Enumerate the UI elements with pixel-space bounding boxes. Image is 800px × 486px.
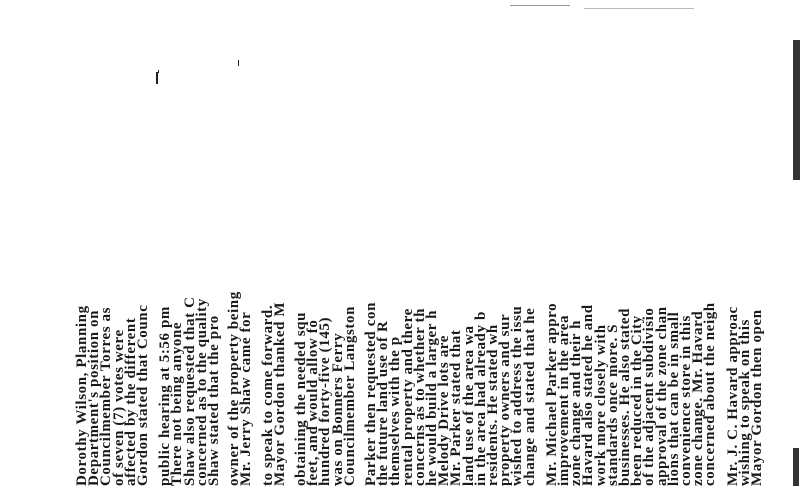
text-line: themselves with the p xyxy=(387,336,404,486)
text-line: Havard also stated he and xyxy=(580,304,597,486)
text-line: concerns as to whether th xyxy=(411,307,428,486)
text-line: Department's position on xyxy=(86,309,103,486)
text-line: Melody Drive lots are xyxy=(436,334,453,486)
text-line: standards once more. S xyxy=(604,323,621,486)
text-line: work more closely with xyxy=(592,324,609,486)
text-line: zone change and their h xyxy=(568,319,585,486)
scan-speck xyxy=(584,8,694,9)
text-line: approval of the zone chan xyxy=(653,306,670,486)
text-line: improvement in the area xyxy=(556,314,572,486)
text-line: concerned about the neigh xyxy=(702,302,719,486)
scan-speck xyxy=(156,72,158,84)
text-line: Mayor Gordon thanked M xyxy=(271,301,288,486)
text-line: wishing to speak on this xyxy=(736,319,753,486)
text-line: Shaw also requested that C xyxy=(181,296,198,486)
text-line: convenience store in this xyxy=(678,315,694,486)
text-line: obtaining the needed squ xyxy=(293,311,309,486)
scan-speck xyxy=(238,60,239,66)
text-line: Mr. Jerry Shaw came for xyxy=(238,311,255,486)
text-line: affected by the different xyxy=(122,317,139,486)
text-line: hundred forty-five (145) xyxy=(317,316,334,486)
text-line: Mr. Michael Parker appro xyxy=(543,302,560,486)
text-line: Gordon stated that Counc xyxy=(135,304,151,486)
text-line: Mayor Gordon then open xyxy=(749,309,765,486)
text-line: residents. He stated wh xyxy=(485,324,501,486)
text-line: rental property and there xyxy=(399,308,416,486)
text-line: Dorothy Wilson, Planning xyxy=(74,305,90,486)
text-line: land use of the area wa xyxy=(460,325,477,486)
text-line: Mr. Parker stated that xyxy=(448,329,465,486)
text-line: to speak to come forward. xyxy=(259,304,276,486)
text-line: Parker then requested con xyxy=(363,301,379,486)
text-line: in the area had already b xyxy=(472,311,489,486)
text-line: owner of the property being xyxy=(226,291,243,486)
text-line: concerned as to the quality xyxy=(193,298,210,486)
text-line: he would build a larger h xyxy=(424,309,440,486)
text-line: Councilmember Torres as xyxy=(98,306,115,486)
text-line: of the adjacent subdivisio xyxy=(641,307,658,486)
scan-speck xyxy=(510,5,570,6)
text-line: Councilmember Langston xyxy=(341,305,358,486)
text-line: wished to address the issu xyxy=(509,305,526,486)
text-line: Mr. J. C. Havard approac xyxy=(724,306,741,486)
text-line: of seven (7) votes were xyxy=(110,329,127,486)
text-line: There not being anyone xyxy=(169,321,186,486)
text-line: was on Bonners Ferry xyxy=(329,332,346,486)
rotated-text-block xyxy=(75,0,795,486)
text-line: feet, and would allow fo xyxy=(305,319,322,486)
scan-speck xyxy=(793,40,800,180)
text-line: public hearing at 5:56 pm xyxy=(157,305,174,486)
text-line: property owners and sur xyxy=(497,313,514,486)
text-line: been reduced in the City xyxy=(629,315,646,486)
text-line: the future land use of R xyxy=(375,320,392,486)
scan-speck xyxy=(158,70,159,73)
text-line: lions that can be in small xyxy=(665,311,682,486)
text-line: businesses. He also stated xyxy=(617,307,633,486)
text-line: change and stated that he xyxy=(521,307,538,486)
text-line: Shaw stated that the pro xyxy=(206,315,222,486)
text-line: zone change. Mr. Havard xyxy=(690,310,707,486)
scan-speck xyxy=(793,448,799,486)
